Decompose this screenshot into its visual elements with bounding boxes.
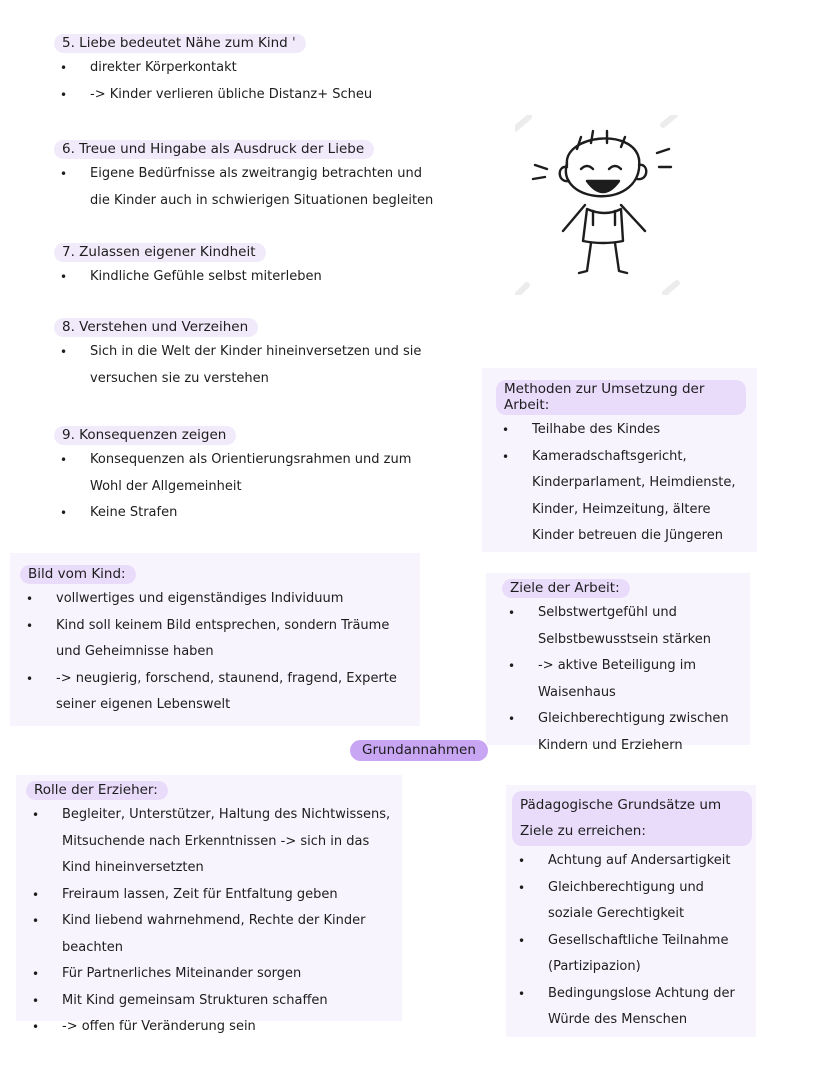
- list-item: • Kind liebend wahrnehmend, Rechte der Kinder beachten: [26, 908, 396, 961]
- principle-6-list: [54, 161, 434, 214]
- rolle-der-erzieher-title: Rolle der Erzieher:: [26, 781, 168, 800]
- principle-9-title: 9. Konsequenzen zeigen: [54, 426, 236, 445]
- list-item: • -> aktive Beteiligung im Waisenhaus: [502, 653, 748, 706]
- principle-6: [54, 140, 434, 214]
- grundannahmen-label: Grundannahmen: [350, 740, 488, 761]
- list-item: • Sich in die Welt der Kinder hineinversetzen und sie versuchen sie zu verstehen: [54, 339, 434, 392]
- list-item: • -> neugierig, forschend, staunend, fragend, Experte seiner eigenen Lebenswelt: [20, 666, 410, 719]
- list-item: • Teilhabe des Kindes: [496, 417, 746, 444]
- list-item: • Selbstwertgefühl und Selbstbewusstsein stärken: [502, 600, 748, 653]
- list-item: • Gleichberechtigung und soziale Gerechtigkeit: [512, 875, 752, 928]
- list-item: • Kind soll keinem Bild entsprechen, sondern Träume und Geheimnisse haben: [20, 613, 410, 666]
- principle-8-list: [54, 339, 434, 392]
- laughing-kid-illustration: [515, 115, 695, 295]
- ziele-title: Ziele der Arbeit:: [502, 579, 630, 598]
- principle-9-list: [54, 447, 434, 527]
- list-item: • Keine Strafen: [54, 500, 434, 527]
- grundsaetze-list: [512, 848, 752, 1034]
- list-item: • Für Partnerliches Miteinander sorgen: [26, 961, 396, 988]
- list-item: • vollwertiges und eigenständiges Individuum: [20, 586, 410, 613]
- principle-5-list: [54, 55, 454, 108]
- list-item: • Gleichberechtigung zwischen Kindern und Erziehern: [502, 706, 748, 759]
- principle-7: [54, 243, 434, 291]
- grundsaetze-title: Pädagogische Grundsätze um Ziele zu erreichen:: [512, 791, 752, 846]
- list-item: • direkter Körperkontakt: [54, 55, 454, 82]
- list-item: • Freiraum lassen, Zeit für Entfaltung geben: [26, 882, 396, 909]
- rolle-der-erzieher-list: [26, 802, 396, 1041]
- principle-8: [54, 318, 434, 392]
- list-item: • Eigene Bedürfnisse als zweitrangig betrachten und die Kinder auch in schwierigen Situationen begleiten: [54, 161, 434, 214]
- list-item: • -> Kinder verlieren übliche Distanz+ Scheu: [54, 82, 454, 109]
- methoden-panel: [482, 368, 757, 552]
- methoden-title: Methoden zur Umsetzung der Arbeit:: [496, 380, 746, 415]
- list-item: • -> offen für Veränderung sein: [26, 1014, 396, 1041]
- list-item: • Bedingungslose Achtung der Würde des Menschen: [512, 981, 752, 1034]
- bild-vom-kind-panel: [10, 553, 420, 726]
- list-item: • Achtung auf Andersartigkeit: [512, 848, 752, 875]
- list-item: • Begleiter, Unterstützer, Haltung des Nichtwissens, Mitsuchende nach Erkenntnissen -> sich in das Kind hineinversetzten: [26, 802, 396, 882]
- methoden-list: [496, 417, 746, 550]
- list-item: • Konsequenzen als Orientierungsrahmen und zum Wohl der Allgemeinheit: [54, 447, 434, 500]
- list-item: • Kameradschaftsgericht, Kinderparlament, Heimdienste, Kinder, Heimzeitung, ältere Kinder betreuen die Jüngeren: [496, 444, 746, 550]
- list-item: • Kindliche Gefühle selbst miterleben: [54, 264, 434, 291]
- principle-8-title: 8. Verstehen und Verzeihen: [54, 318, 258, 337]
- ziele-panel: [486, 573, 750, 753]
- ziele-list: [502, 600, 748, 759]
- grundsaetze-panel: [506, 785, 756, 1037]
- rolle-der-erzieher-panel: [16, 775, 402, 1034]
- principle-5: [54, 34, 454, 108]
- bild-vom-kind-list: [20, 586, 410, 719]
- principle-7-list: [54, 264, 434, 291]
- principle-9: [54, 426, 434, 527]
- principle-6-title: 6. Treue und Hingabe als Ausdruck der Liebe: [54, 140, 374, 159]
- list-item: • Gesellschaftliche Teilnahme (Partizipazion): [512, 928, 752, 981]
- principle-5-title: 5. Liebe bedeutet Nähe zum Kind ˈ: [54, 34, 306, 53]
- list-item: • Mit Kind gemeinsam Strukturen schaffen: [26, 988, 396, 1015]
- bild-vom-kind-title: Bild vom Kind:: [20, 565, 136, 584]
- principle-7-title: 7. Zulassen eigener Kindheit: [54, 243, 266, 262]
